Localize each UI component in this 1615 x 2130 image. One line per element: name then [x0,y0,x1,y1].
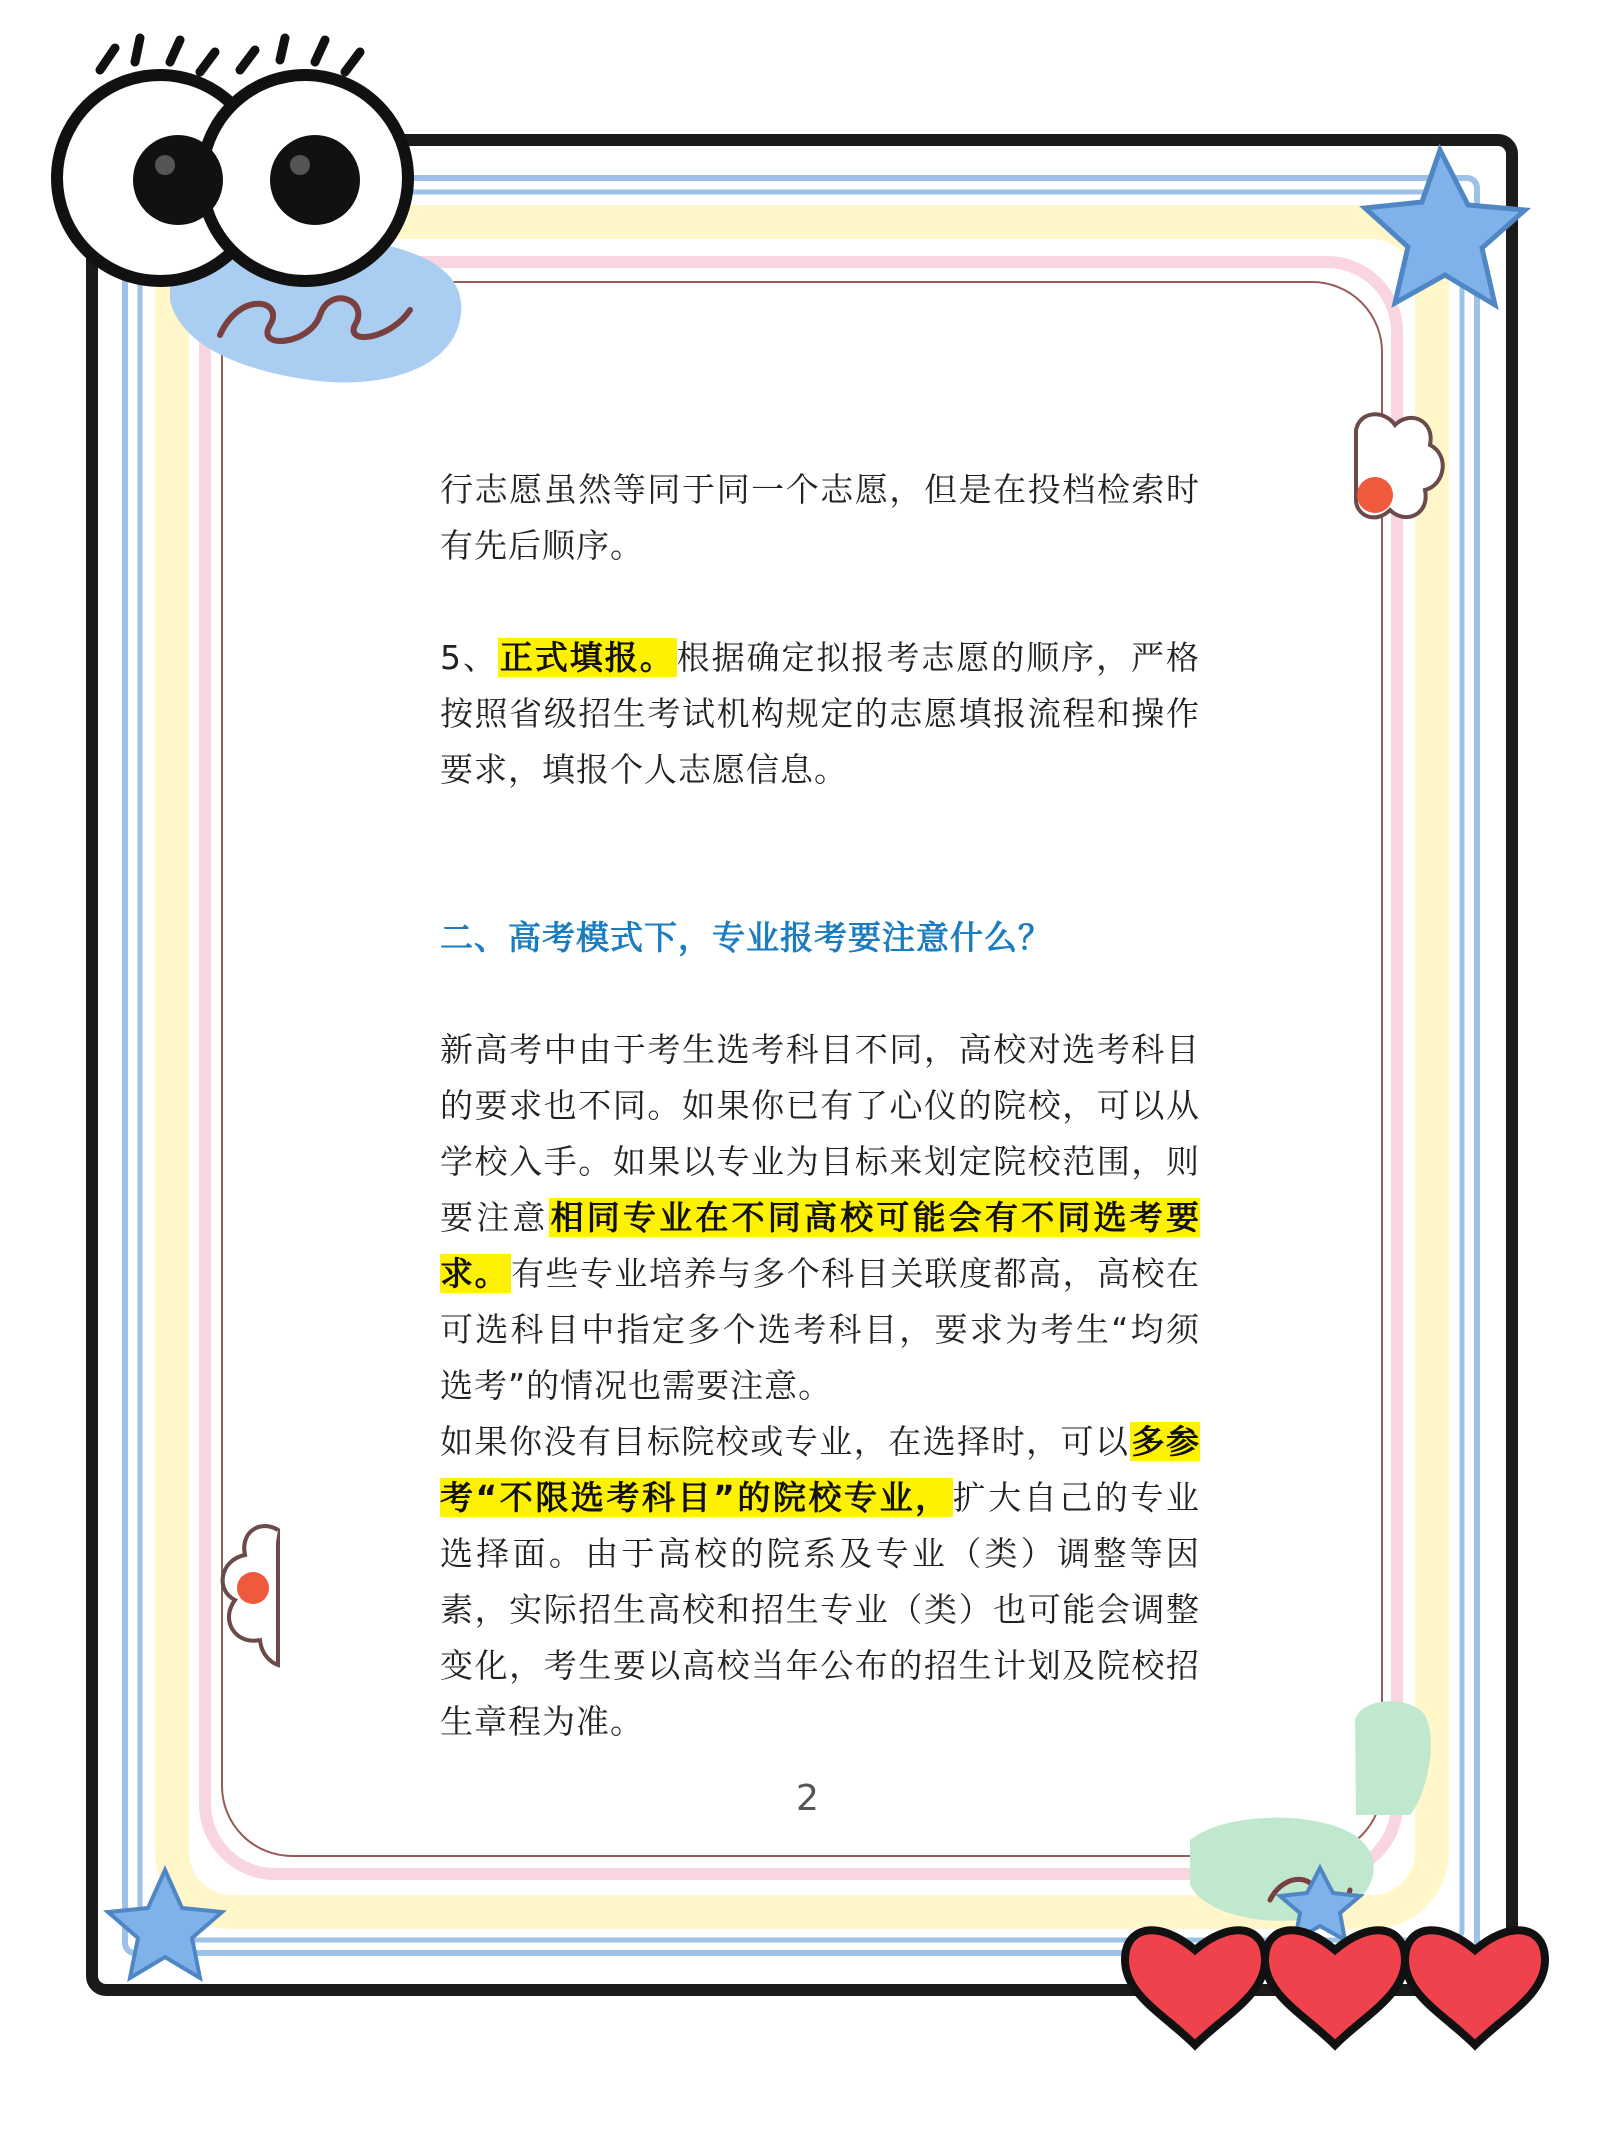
para3-intro: 如果你没有目标院校或专业，在选择时，可以 [440,1422,1130,1461]
step5-text: 根据确定拟报考志愿的顺序，严格按照省级招生考试机构规定的志愿填报流程和操作要求，填报个人志愿信息。 [440,638,1201,789]
page-number: 2 [796,1778,819,1819]
highlight-para2: 相同专业在不同高校可能会有不同选考要求。 [440,1198,1201,1293]
heart-icon-1 [1125,1930,1265,2045]
step-number: 5、 [440,638,498,677]
section-heading: 二、高考模式下，专业报考要注意什么？ [440,918,1052,957]
highlight-step5: 正式填报。 [499,638,675,677]
paragraph-no-target [440,1414,1200,1750]
heart-icon-3 [1405,1930,1545,2045]
paragraph-subject-requirements [440,1022,1200,1414]
paragraph-step5 [440,630,1200,798]
highlight-para3: 多参考“不限选考科目”的院校专业， [440,1422,1201,1517]
paragraph-intro: 行志愿虽然等同于同一个志愿，但是在投档检索时有先后顺序。 [440,470,1200,565]
para2-rest: 有些专业培养与多个科目关联度都高，高校在可选科目中指定多个选考科目，要求为考生“均须选考”的情况也需要注意。 [440,1254,1201,1405]
heart-icon-2 [1265,1930,1405,2045]
para2-intro: 新高考中由于考生选考科目不同，高校对选考科目的要求也不同。如果你已有了心仪的院校，可以从学校入手。如果以专业为目标来划定院校范围，则要注意 [440,1030,1200,1237]
document-body [440,462,1200,1750]
flower-icon-left [223,1526,278,1665]
googly-eyes-icon [57,38,408,281]
para3-rest: 扩大自己的专业选择面。由于高校的院系及专业（类）调整等因素，实际招生高校和招生专业（类）也可能会调整变化，考生要以高校当年公布的招生计划及院校招生章程为准。 [440,1478,1200,1741]
